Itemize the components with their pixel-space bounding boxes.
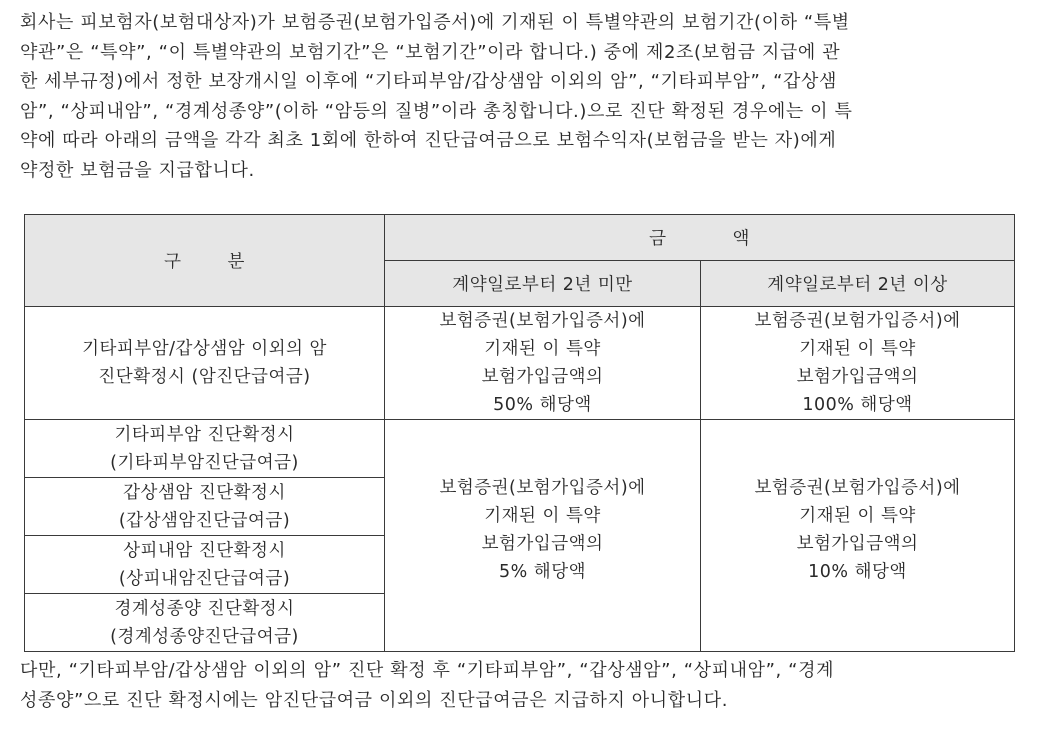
amount-line: 5% 해당액 (498, 561, 587, 582)
amount-line: 보험가입금액의 (796, 533, 919, 554)
row-label-line: 갑상샘암 진단확정시 (123, 482, 286, 503)
amount-line: 기재된 이 특약 (484, 505, 601, 526)
amount-line: 기재된 이 특약 (799, 339, 916, 359)
general-cancer-over-cell (701, 307, 1015, 420)
table-row (25, 307, 1015, 420)
footer-line: 다만, “기타피부암/갑상샘암 이외의 암” 진단 확정 후 “기타피부암”, “갑상샘암”, “상피내암”, “경계 (20, 660, 835, 681)
row-label-line: (갑상샘암진단급여금) (118, 510, 291, 531)
borderline-tumor-label-cell (25, 594, 385, 652)
amount-line: 50% 해당액 (493, 395, 592, 415)
intro-line: 약정한 보험금을 지급합니다. (20, 159, 255, 181)
row-label-line: (기타피부암진단급여금) (110, 452, 299, 473)
row-label-line: 상피내암 진단확정시 (123, 540, 286, 561)
footer-paragraph (20, 656, 834, 715)
footer-line: 성종양”으로 진단 확정시에는 암진단급여금 이외의 진단급여금은 지급하지 아니합니다. (20, 689, 729, 711)
minor-group-over-cell (701, 420, 1015, 652)
row-label-line: 기타피부암/갑상샘암 이외의 암 (82, 339, 327, 359)
under-two-years-header: 계약일로부터 2년 미만 (385, 261, 701, 307)
over-two-years-header: 계약일로부터 2년 이상 (701, 261, 1015, 307)
carcinoma-in-situ-label-cell (25, 536, 385, 594)
intro-line: 회사는 피보험자(보험대상자)가 보험증권(보험가입증서)에 기재된 이 특별약관의 보험기간(이하 “특별 (20, 12, 850, 33)
amount-line: 보험증권(보험가입증서)에 (439, 311, 646, 331)
amount-header: 금 액 (385, 215, 1015, 261)
intro-line: 약에 따라 아래의 금액을 각각 최초 1회에 한하여 진단급여금으로 보험수익자(보험금을 받는 자)에게 (20, 130, 837, 152)
general-cancer-label-cell (25, 307, 385, 420)
general-cancer-under-cell (385, 307, 701, 420)
skin-cancer-label-cell (25, 420, 385, 478)
amount-line: 보험가입금액의 (481, 367, 604, 387)
amount-line: 보험증권(보험가입증서)에 (754, 311, 961, 331)
intro-line: 한 세부규정)에서 정한 보장개시일 이후에 “기타피부암/갑상샘암 이외의 암”, “기타피부암”, “갑상샘 (20, 71, 837, 93)
amount-line: 기재된 이 특약 (484, 339, 601, 359)
row-label-line: (상피내암진단급여금) (118, 568, 291, 589)
minor-group-under-cell (385, 420, 701, 652)
intro-paragraph (20, 8, 1020, 186)
amount-line: 보험가입금액의 (796, 367, 919, 387)
intro-line: 약관”은 “특약”, “이 특별약관의 보험기간”은 “보험기간”이라 합니다.) 중에 제2조(보험금 지급에 관 (20, 41, 841, 63)
table-row (25, 420, 1015, 478)
thyroid-cancer-label-cell (25, 478, 385, 536)
amount-line: 보험증권(보험가입증서)에 (754, 477, 961, 498)
table-header-row (25, 215, 1015, 261)
row-label-line: 경계성종양 진단확정시 (114, 598, 295, 619)
row-label-line: 진단확정시 (암진단급여금) (98, 367, 311, 387)
category-header: 구 분 (25, 215, 385, 307)
amount-line: 100% 해당액 (802, 395, 913, 415)
amount-line: 기재된 이 특약 (799, 505, 916, 526)
amount-line: 10% 해당액 (808, 561, 907, 582)
row-label-line: (경계성종양진단급여금) (110, 626, 299, 647)
intro-line: 암”, “상피내암”, “경계성종양”(이하 “암등의 질병”이라 총칭합니다.)으로 진단 확정된 경우에는 이 특 (20, 100, 853, 122)
benefit-table (24, 214, 1015, 652)
row-label-line: 기타피부암 진단확정시 (114, 424, 295, 445)
amount-line: 보험증권(보험가입증서)에 (439, 477, 646, 498)
amount-line: 보험가입금액의 (481, 533, 604, 554)
